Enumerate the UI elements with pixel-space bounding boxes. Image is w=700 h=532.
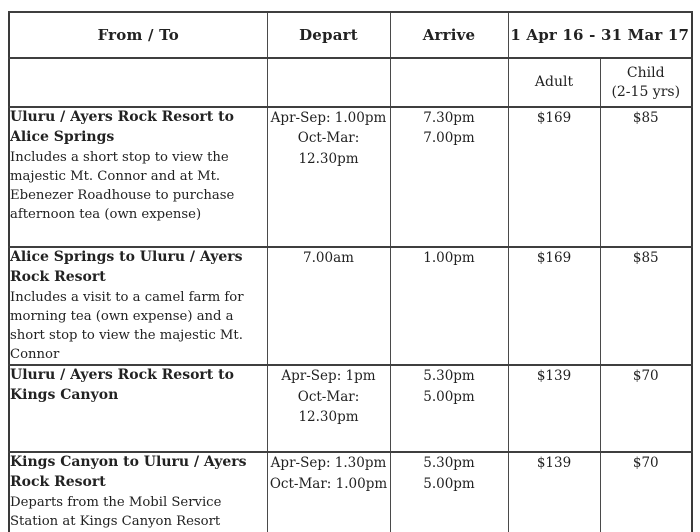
adult-price: $169 [508,107,600,247]
arrive-time: 1.00pm [423,250,475,266]
adult-price: $169 [508,247,600,365]
route-title: Kings Canyon to Uluru / Ayers Rock Resort [10,454,247,491]
route-note: Departs from the Mobil Service Station at Kings Canyon Resort [10,495,222,530]
route-cell [9,107,267,247]
depart-time: Apr-Sep: 1pm [281,368,376,385]
empty-cell [390,58,508,107]
arrive-time: 5.00pm [423,388,475,405]
schedule-table [8,11,693,532]
child-price: $85 [600,247,692,365]
route-cell [9,365,267,452]
header-season: 1 Apr 16 - 31 Mar 17 [508,12,692,58]
depart-time: Oct-Mar: 12.30pm [297,130,360,167]
depart-time: Apr-Sep: 1.00pm [270,110,387,126]
route-title: Uluru / Ayers Rock Resort to Alice Springs [10,109,234,145]
table-row [9,247,692,365]
route-cell [9,452,267,532]
adult-price: $139 [508,365,600,452]
route-title: Uluru / Ayers Rock Resort to Kings Canyon [10,367,234,404]
arrive-time: 5.00pm [423,475,475,492]
child-price: $70 [600,452,692,532]
depart-cell [267,247,390,365]
depart-cell [267,365,390,452]
route-note: Includes a visit to a camel farm for morning tea (own expense) and a short stop to view the majestic Mt. Connor [10,289,244,363]
empty-cell [267,58,390,107]
route-note: Includes a short stop to view the majestic Mt. Connor and at Mt. Ebenezer Roadhouse to purchase afternoon tea (own expense) [10,149,235,223]
depart-time: 7.00am [303,250,354,266]
table-row [9,452,692,532]
depart-time: Apr-Sep: 1.30pm [270,455,387,472]
child-price: $85 [600,107,692,247]
arrive-time: 7.00pm [423,130,475,147]
child-label: Child [626,64,665,81]
depart-cell [267,107,390,247]
header-adult: Adult [508,58,600,107]
table-row [9,365,692,452]
route-title: Alice Springs to Uluru / Ayers Rock Resort [10,249,243,285]
arrive-time: 7.30pm [423,110,475,126]
route-cell [9,247,267,365]
arrive-cell [390,107,508,247]
header-child [600,58,692,107]
arrive-cell [390,365,508,452]
depart-time: Oct-Mar: 12.30pm [297,388,360,425]
subheader-row [9,58,692,107]
arrive-time: 5.30pm [423,455,475,472]
header-depart: Depart [267,12,390,58]
header-arrive: Arrive [390,12,508,58]
child-age-note: (2-15 yrs) [611,83,681,100]
header-from-to: From / To [9,12,267,58]
adult-price: $139 [508,452,600,532]
arrive-cell [390,247,508,365]
empty-cell [9,58,267,107]
arrive-cell [390,452,508,532]
depart-cell [267,452,390,532]
arrive-time: 5.30pm [423,368,475,385]
depart-time: Oct-Mar: 1.00pm [269,475,388,492]
header-row [9,12,692,58]
table-row [9,107,692,247]
child-price: $70 [600,365,692,452]
